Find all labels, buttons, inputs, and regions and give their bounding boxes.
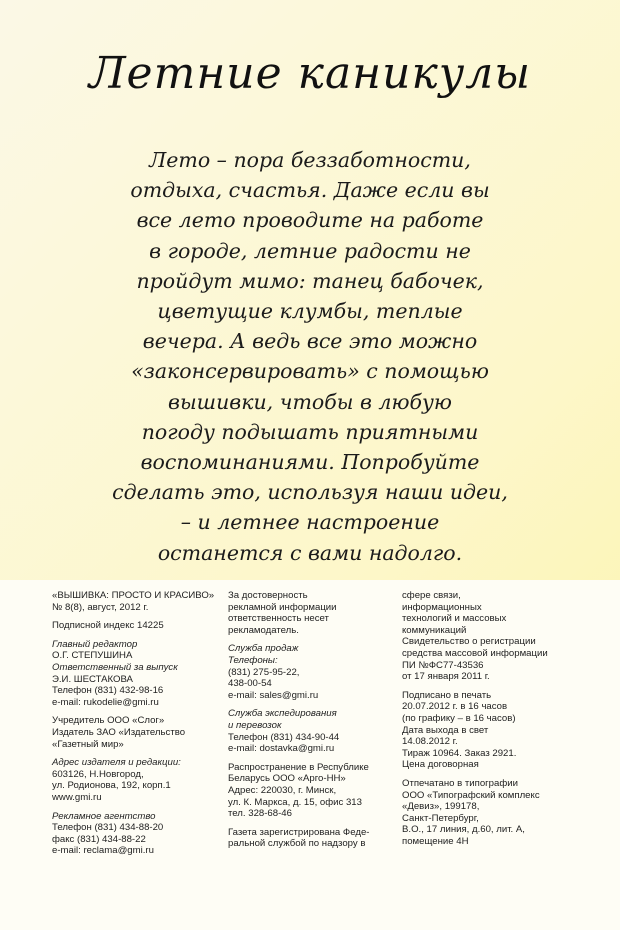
imprint-column-2 [228,590,398,850]
imprint-line: Газета зарегистрирована Феде- [228,826,370,838]
imprint-line: (831) 275-95-22, [228,666,300,678]
intro-line: сделать это, используя наши идеи, [112,480,508,505]
imprint-line: Санкт-Петербург, [402,812,479,824]
intro-line: Лето – пора беззаботности, [149,148,471,172]
imprint-column-1 [52,590,222,857]
spacer [52,632,222,639]
imprint-line: ООО «Типографский комплекс [402,789,540,801]
intro-line: «законсервировать» с помощью [131,359,489,384]
imprint-line: (по графику – в 16 часов) [402,712,516,724]
intro-line: пройдут мимо: танец бабочек, [136,268,484,293]
imprint-line: Э.И. ШЕСТАКОВА [52,673,133,685]
imprint-line: e-mail: reclama@gmi.ru [52,845,154,857]
spacer [52,708,222,715]
imprint-line: № 8(8), август, 2012 г. [52,601,149,613]
imprint-line: ПИ №ФС77-43536 [402,659,484,671]
intro-line: вечера. А ведь все это можно [142,329,478,354]
imprint-line: Рекламное агентство [52,810,156,822]
imprint-line: Служба продаж [228,643,299,655]
intro-line: в городе, летние радости не [149,238,471,263]
imprint-line: Распространение в Республике [228,761,369,773]
imprint-line: средства массовой информации [402,647,548,659]
imprint-column-3 [402,590,602,847]
imprint-line: «Газетный мир» [52,738,124,750]
imprint-line: Главный редактор [52,638,138,650]
imprint-line: от 17 января 2011 г. [402,671,490,683]
intro-line: отдыха, счастья. Даже если вы [130,178,490,203]
imprint-line: 438-00-54 [228,678,272,690]
imprint-line: сфере связи, [402,590,461,601]
imprint-line: О.Г. СТЕПУШИНА [52,650,133,662]
imprint-line: помещение 4Н [402,835,469,847]
imprint-line: «Девиз», 199178, [402,801,480,813]
imprint-line: Беларусь ООО «Арго-НН» [228,773,346,785]
imprint-line: рекламодатель. [228,624,299,636]
imprint-line: ул. К. Маркса, д. 15, офис 313 [228,796,362,808]
imprint-line: www.gmi.ru [52,791,102,803]
intro-line: воспоминаниями. Попробуйте [140,450,480,475]
imprint-line: Служба экспедирования [228,708,337,720]
spacer [228,755,398,762]
intro-line: цветущие клумбы, теплые [157,299,463,324]
imprint-line: Телефоны: [228,654,278,666]
imprint-line: e-mail: sales@gmi.ru [228,689,319,701]
imprint-line: Отпечатано в типографии [402,777,518,789]
imprint-line: e-mail: rukodelie@gmi.ru [52,696,159,708]
spacer [228,636,398,643]
spacer [228,701,398,708]
imprint-line: Подписной индекс 14225 [52,620,164,632]
imprint-line: 20.07.2012 г. в 16 часов [402,701,508,713]
imprint-line: Подписано в печать [402,689,492,701]
imprint-line: Адрес: 220030, г. Минск, [228,784,337,796]
imprint-line: Адрес издателя и редакции: [52,757,181,769]
spacer [228,820,398,827]
imprint-line: В.О., 17 линия, д.60, лит. А, [402,824,525,836]
imprint-line: Телефон (831) 434-88-20 [52,822,164,834]
intro-line: погоду подышать приятными [141,419,479,444]
imprint-line: Свидетельство о регистрации [402,636,536,648]
imprint-line: Тираж 10964. Заказ 2921. [402,747,517,759]
imprint-line: коммуникаций [402,624,467,636]
spacer [52,750,222,757]
imprint-line: 14.08.2012 г. [402,736,458,748]
imprint-line: Издатель ЗАО «Издательство [52,726,186,738]
imprint-line: Ответственный за выпуск [52,661,178,673]
imprint-line: e-mail: dostavka@gmi.ru [228,743,335,755]
imprint-line: Учредитель ООО «Слог» [52,715,165,727]
imprint-line: Телефон (831) 434-90-44 [228,731,340,743]
spacer [52,804,222,811]
intro-line: все лето проводите на работе [136,208,484,233]
imprint-line: Дата выхода в свет [402,724,489,736]
intro-line: – и летнее настроение [180,510,440,535]
imprint-line: ответственность несет [228,613,329,625]
imprint-line: За достоверность [228,590,308,601]
imprint-line: ральной службой по надзору в [228,838,366,850]
imprint-line: ул. Родионова, 192, корп.1 [52,780,171,792]
imprint-line: технологий и массовых [402,613,507,625]
imprint-line: и перевозок [228,719,282,731]
intro-paragraph [60,145,560,568]
imprint-line: информационных [402,601,482,613]
intro-line: вышивки, чтобы в любую [168,389,452,414]
imprint-line: 603126, Н.Новгород, [52,768,144,780]
imprint-line: рекламной информации [228,601,337,613]
imprint-block [0,580,620,930]
imprint-line: «ВЫШИВКА: ПРОСТО И КРАСИВО» [52,590,215,601]
spacer [52,613,222,620]
spacer [402,683,602,690]
page-title: Летние каникулы [88,48,532,99]
imprint-line: факс (831) 434-88-22 [52,833,146,845]
imprint-line: Телефон (831) 432-98-16 [52,685,164,697]
spacer [402,771,602,778]
imprint-line: тел. 328-68-46 [228,808,292,820]
intro-line: останется с вами надолго. [157,540,463,565]
imprint-line: Цена договорная [402,759,479,771]
